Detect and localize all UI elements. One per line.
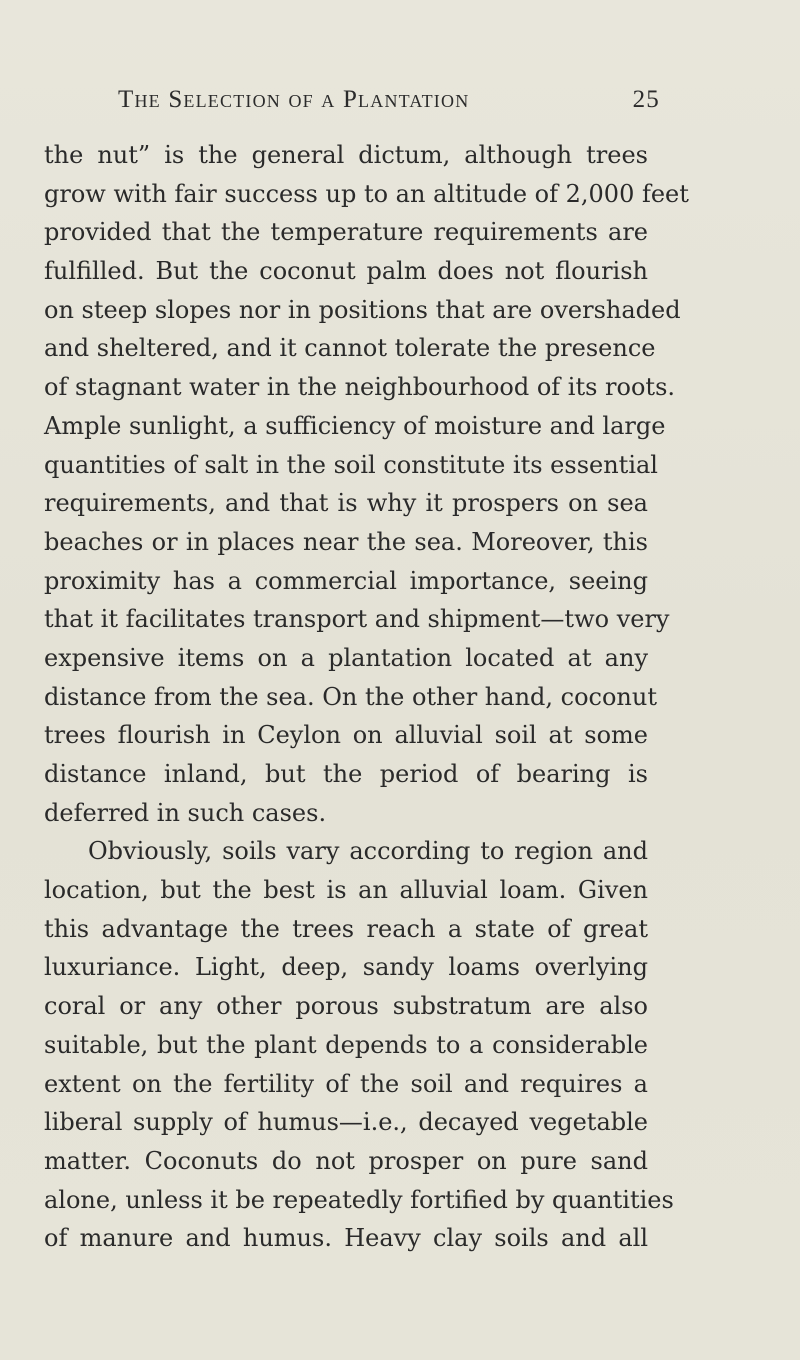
text-line: alone, unless it be repeatedly fortified by quantities <box>44 1185 674 1214</box>
text-line: deferred in such cases. <box>44 798 327 827</box>
text-line: trees flourish in Ceylon on alluvial soil at some <box>44 721 648 750</box>
text-line: of stagnant water in the neighbourhood of its roots. <box>44 373 676 402</box>
text-line: matter. Coconuts do not prosper on pure sand <box>44 1146 648 1175</box>
text-line: location, but the best is an alluvial loam. Given <box>44 876 648 905</box>
running-title: The Selection of a Plantation <box>118 86 470 113</box>
text-line: luxuriance. Light, deep, sandy loams overlying <box>44 953 648 982</box>
text-line: requirements, and that is why it prospers on sea <box>44 489 648 518</box>
running-head <box>118 86 660 126</box>
text-line: proximity has a commercial importance, seeing <box>44 566 648 595</box>
text-line: beaches or in places near the sea. Moreover, this <box>44 527 648 556</box>
text-line: quantities of salt in the soil constitute its essential <box>44 450 658 479</box>
text-line: expensive items on a plantation located at any <box>44 643 648 672</box>
text-line: distance from the sea. On the other hand, coconut <box>44 682 657 711</box>
text-line: grow with fair success up to an altitude of 2,000 feet <box>44 179 689 208</box>
text-line: extent on the fertility of the soil and requires a <box>44 1069 648 1098</box>
paragraph-first-line: Obviously, soils vary according to region and <box>88 837 648 866</box>
text-line: on steep slopes nor in positions that are overshaded <box>44 295 681 324</box>
text-line: and sheltered, and it cannot tolerate the presence <box>44 334 656 363</box>
text-line: coral or any other porous substratum are also <box>44 992 648 1021</box>
text-line: provided that the temperature requirements are <box>44 218 648 247</box>
page-number: 25 <box>632 86 660 113</box>
text-line: of manure and humus. Heavy clay soils and all <box>44 1224 648 1253</box>
text-line: fulfilled. But the coconut palm does not flourish <box>44 257 648 286</box>
text-line: that it facilitates transport and shipment—two very <box>44 605 670 634</box>
text-line: Ample sunlight, a sufficiency of moisture and large <box>44 411 666 440</box>
text-line: distance inland, but the period of bearing is <box>44 760 648 788</box>
text-line: suitable, but the plant depends to a considerable <box>44 1030 648 1059</box>
body-text <box>44 136 689 1258</box>
text-line: this advantage the trees reach a state of great <box>44 914 648 943</box>
text-line: liberal supply of humus—i.e., decayed vegetable <box>44 1108 648 1137</box>
text-line: the nut” is the general dictum, although trees <box>44 141 648 169</box>
